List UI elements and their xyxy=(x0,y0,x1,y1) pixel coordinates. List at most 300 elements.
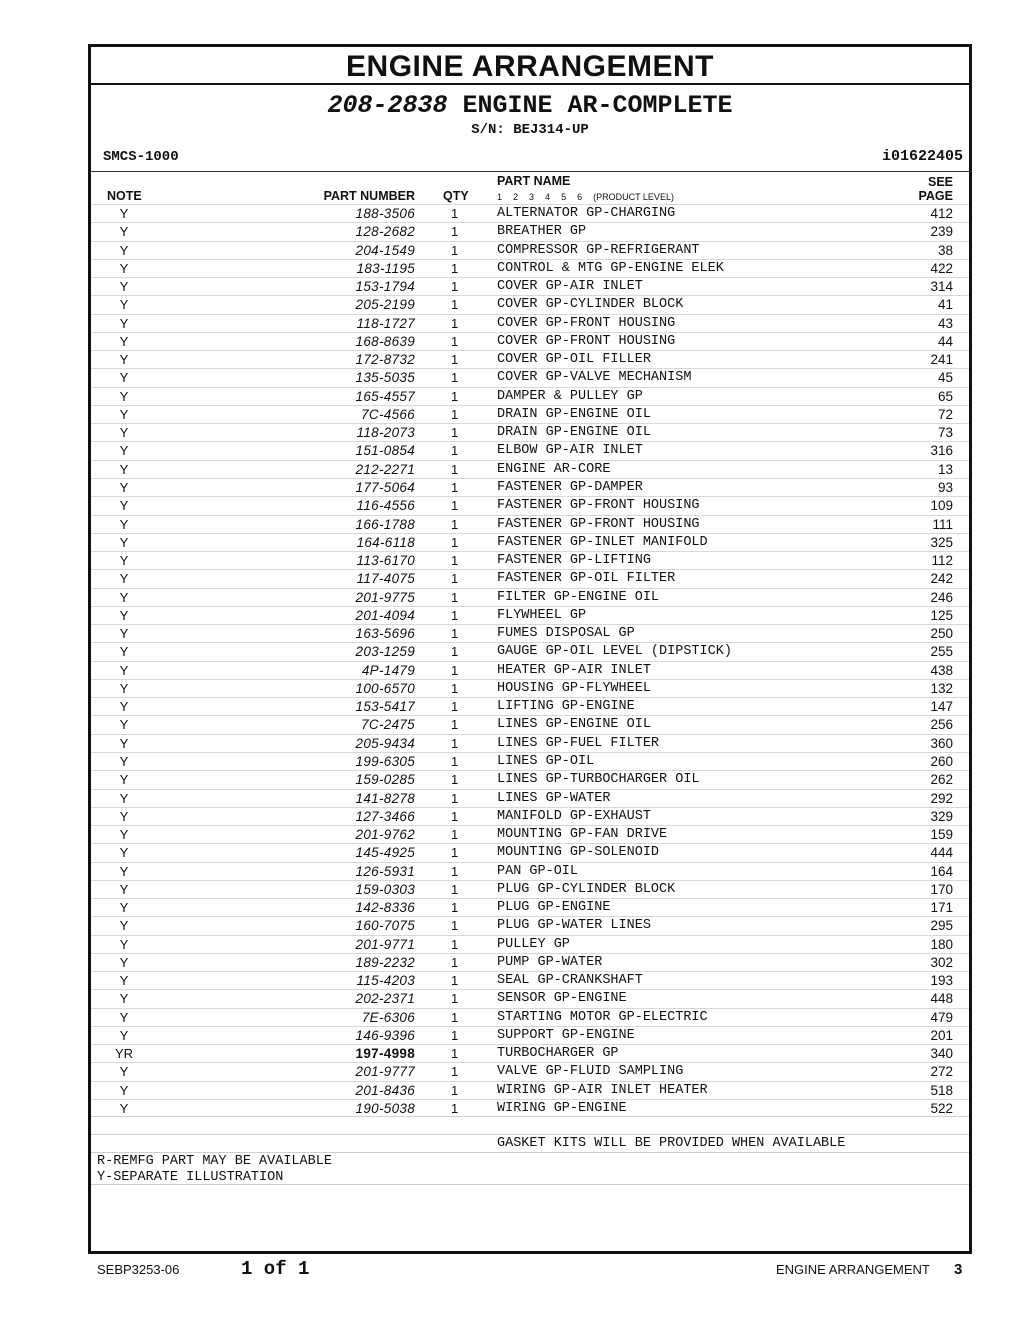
table-row xyxy=(91,661,969,679)
qty-cell: 1 xyxy=(451,973,459,989)
see-page-cell: 109 xyxy=(930,498,953,514)
note-cell: Y xyxy=(119,900,129,916)
table-row xyxy=(91,606,969,624)
see-page-cell: 316 xyxy=(930,443,953,459)
see-page-cell: 239 xyxy=(930,224,953,240)
note-cell: Y xyxy=(119,260,129,276)
divider xyxy=(91,1152,969,1153)
note-cell: Y xyxy=(119,370,129,386)
part-name-cell: LINES GP-TURBOCHARGER OIL xyxy=(497,772,700,788)
part-name-cell: CONTROL & MTG GP-ENGINE ELEK xyxy=(497,260,724,276)
see-page-cell: 44 xyxy=(937,333,953,349)
see-page-cell: 256 xyxy=(930,717,953,733)
see-page-cell: 479 xyxy=(930,1009,953,1025)
qty-cell: 1 xyxy=(451,954,459,970)
qty-cell: 1 xyxy=(451,881,459,897)
part-name-cell: COVER GP-OIL FILLER xyxy=(497,352,651,368)
part-name-cell: HOUSING GP-FLYWHEEL xyxy=(497,680,651,696)
qty-cell: 1 xyxy=(451,370,459,386)
illustration-id: i01622405 xyxy=(881,148,963,165)
see-page-cell: 65 xyxy=(937,388,953,404)
part-number-cell: 165-4557 xyxy=(355,388,415,404)
part-number-cell: 7E-6306 xyxy=(361,1009,415,1025)
see-page-cell: 448 xyxy=(930,991,953,1007)
qty-cell: 1 xyxy=(451,479,459,495)
part-number-cell: 201-9762 xyxy=(355,827,415,843)
qty-cell: 1 xyxy=(451,772,459,788)
see-page-cell: 171 xyxy=(930,900,953,916)
column-header-part-name: PART NAME xyxy=(497,174,571,188)
qty-cell: 1 xyxy=(451,918,459,934)
table-row xyxy=(91,204,969,222)
qty-cell: 1 xyxy=(451,498,459,514)
part-name-cell: LINES GP-WATER xyxy=(497,790,611,806)
part-number-cell: 159-0303 xyxy=(355,881,415,897)
part-number-cell: 168-8639 xyxy=(355,333,415,349)
table-row xyxy=(91,715,969,733)
part-number-cell: 117-4075 xyxy=(356,571,415,587)
group-name: ENGINE AR-COMPLETE xyxy=(462,91,733,120)
part-name-cell: COVER GP-VALVE MECHANISM xyxy=(497,370,692,386)
note-cell: Y xyxy=(119,644,129,660)
part-name-cell: FASTENER GP-FRONT HOUSING xyxy=(497,498,700,514)
page-count: 1 of 1 xyxy=(241,1258,310,1280)
see-page-cell: 159 xyxy=(930,827,953,843)
see-page-cell: 93 xyxy=(937,479,953,495)
part-number-cell: 115-4203 xyxy=(356,973,415,989)
qty-cell: 1 xyxy=(451,845,459,861)
see-page-cell: 147 xyxy=(930,699,953,715)
table-row xyxy=(91,843,969,861)
gasket-note: GASKET KITS WILL BE PROVIDED WHEN AVAILABLE xyxy=(497,1136,846,1151)
note-cell: Y xyxy=(119,589,129,605)
part-name-cell: COVER GP-CYLINDER BLOCK xyxy=(497,297,684,313)
qty-cell: 1 xyxy=(451,827,459,843)
part-name-cell: DAMPER & PULLEY GP xyxy=(497,388,643,404)
note-cell: Y xyxy=(119,881,129,897)
product-level-label: (PRODUCT LEVEL) xyxy=(593,192,674,202)
note-cell: Y xyxy=(119,279,129,295)
smcs-code: SMCS-1000 xyxy=(103,149,179,165)
qty-cell: 1 xyxy=(451,699,459,715)
note-cell: Y xyxy=(119,352,129,368)
column-header-qty: QTY xyxy=(443,189,469,203)
note-cell: Y xyxy=(119,699,129,715)
qty-cell: 1 xyxy=(451,333,459,349)
note-cell: Y xyxy=(119,1101,129,1117)
note-cell: Y xyxy=(119,1082,129,1098)
note-cell: Y xyxy=(119,534,129,550)
qty-cell: 1 xyxy=(451,589,459,605)
see-page-cell: 325 xyxy=(930,534,953,550)
part-number-cell: 159-0285 xyxy=(355,772,415,788)
table-row xyxy=(91,1026,969,1044)
table-row xyxy=(91,441,969,459)
note-cell: Y xyxy=(119,863,129,879)
note-cell: Y xyxy=(119,333,129,349)
part-name-cell: VALVE GP-FLUID SAMPLING xyxy=(497,1064,684,1080)
see-page-cell: 13 xyxy=(937,461,953,477)
note-cell: Y xyxy=(119,607,129,623)
see-page-cell: 45 xyxy=(937,370,953,386)
qty-cell: 1 xyxy=(451,242,459,258)
see-page-cell: 41 xyxy=(937,297,953,313)
table-row xyxy=(91,332,969,350)
note-cell: Y xyxy=(119,425,129,441)
note-cell: Y xyxy=(119,297,129,313)
note-cell: Y xyxy=(119,479,129,495)
see-page-cell: 329 xyxy=(930,808,953,824)
see-page-cell: 314 xyxy=(930,279,953,295)
part-name-cell: TURBOCHARGER GP xyxy=(497,1046,619,1062)
note-cell: Y xyxy=(119,772,129,788)
part-name-cell: MOUNTING GP-SOLENOID xyxy=(497,845,660,861)
part-name-cell: DRAIN GP-ENGINE OIL xyxy=(497,406,651,422)
part-number-cell: 202-2371 xyxy=(355,991,415,1007)
see-page-cell: 260 xyxy=(930,753,953,769)
part-number-cell: 126-5931 xyxy=(355,863,415,879)
part-number-cell: 204-1549 xyxy=(355,242,415,258)
qty-cell: 1 xyxy=(451,1101,459,1117)
qty-cell: 1 xyxy=(451,388,459,404)
note-cell: Y xyxy=(119,498,129,514)
qty-cell: 1 xyxy=(451,516,459,532)
see-page-cell: 444 xyxy=(930,845,953,861)
note-cell: Y xyxy=(119,973,129,989)
qty-cell: 1 xyxy=(451,863,459,879)
note-cell: Y xyxy=(119,717,129,733)
qty-cell: 1 xyxy=(451,644,459,660)
qty-cell: 1 xyxy=(451,991,459,1007)
table-row xyxy=(91,971,969,989)
part-name-cell: COMPRESSOR GP-REFRIGERANT xyxy=(497,242,700,258)
column-header-page: PAGE xyxy=(918,189,953,203)
qty-cell: 1 xyxy=(451,790,459,806)
part-number-cell: 113-6170 xyxy=(356,553,415,569)
see-page-cell: 422 xyxy=(930,260,953,276)
table-row xyxy=(91,862,969,880)
qty-cell: 1 xyxy=(451,425,459,441)
level-6: 6 xyxy=(577,192,583,202)
part-name-cell: ALTERNATOR GP-CHARGING xyxy=(497,206,676,221)
part-name-cell: WIRING GP-AIR INLET HEATER xyxy=(497,1082,708,1098)
table-row xyxy=(91,496,969,514)
part-number-cell: 205-2199 xyxy=(355,297,415,313)
product-levels xyxy=(497,192,685,202)
note-cell: Y xyxy=(119,991,129,1007)
table-row xyxy=(91,423,969,441)
table-row xyxy=(91,569,969,587)
serial-range: S/N: BEJ314-UP xyxy=(471,122,589,138)
part-number-cell: 203-1259 xyxy=(355,644,415,660)
part-number-cell: 172-8732 xyxy=(355,352,415,368)
qty-cell: 1 xyxy=(451,1027,459,1043)
see-page-cell: 125 xyxy=(930,607,953,623)
table-row xyxy=(91,624,969,642)
table-row xyxy=(91,789,969,807)
group-number: 208-2838 xyxy=(327,91,448,120)
see-page-cell: 340 xyxy=(930,1046,953,1062)
part-number-cell: 205-9434 xyxy=(355,735,415,751)
part-name-cell: FASTENER GP-LIFTING xyxy=(497,553,651,569)
note-cell: Y xyxy=(119,571,129,587)
part-name-cell: LIFTING GP-ENGINE xyxy=(497,699,635,715)
note-cell: Y xyxy=(119,827,129,843)
part-number-cell: 7C-4566 xyxy=(361,406,415,422)
see-page-cell: 241 xyxy=(930,352,953,368)
qty-cell: 1 xyxy=(451,206,459,221)
table-row xyxy=(91,989,969,1007)
qty-cell: 1 xyxy=(451,936,459,952)
note-cell: Y xyxy=(119,516,129,532)
see-page-cell: 360 xyxy=(930,735,953,751)
part-number-cell: 127-3466 xyxy=(355,808,415,824)
part-name-cell: LINES GP-FUEL FILTER xyxy=(497,735,660,751)
see-page-cell: 73 xyxy=(937,425,953,441)
part-number-cell: 163-5696 xyxy=(355,626,415,642)
part-name-cell: ENGINE AR-CORE xyxy=(497,461,611,477)
table-row xyxy=(91,679,969,697)
see-page-cell: 170 xyxy=(930,881,953,897)
note-cell: Y xyxy=(119,388,129,404)
see-page-cell: 242 xyxy=(930,571,953,587)
part-name-cell: PLUG GP-CYLINDER BLOCK xyxy=(497,881,676,897)
part-number-cell: 177-5064 xyxy=(355,479,415,495)
note-cell: Y xyxy=(119,1009,129,1025)
note-cell: Y xyxy=(119,224,129,240)
see-page-cell: 72 xyxy=(937,406,953,422)
note-cell: Y xyxy=(119,936,129,952)
note-cell: Y xyxy=(119,662,129,678)
qty-cell: 1 xyxy=(451,279,459,295)
qty-cell: 1 xyxy=(451,553,459,569)
see-page-cell: 262 xyxy=(930,772,953,788)
qty-cell: 1 xyxy=(451,260,459,276)
table-row xyxy=(91,515,969,533)
table-row xyxy=(91,1062,969,1080)
table-row xyxy=(91,734,969,752)
divider xyxy=(91,1184,969,1185)
part-number-cell: 118-1727 xyxy=(356,315,415,331)
table-row xyxy=(91,551,969,569)
level-2: 2 xyxy=(513,192,519,202)
see-page-cell: 180 xyxy=(930,936,953,952)
part-name-cell: PULLEY GP xyxy=(497,936,570,952)
qty-cell: 1 xyxy=(451,626,459,642)
qty-cell: 1 xyxy=(451,1082,459,1098)
qty-cell: 1 xyxy=(451,1009,459,1025)
part-number-cell: 190-5038 xyxy=(355,1101,415,1117)
note-cell: Y xyxy=(119,242,129,258)
see-page-cell: 193 xyxy=(930,973,953,989)
part-number-cell: 100-6570 xyxy=(355,680,415,696)
part-name-cell: FILTER GP-ENGINE OIL xyxy=(497,589,660,605)
level-5: 5 xyxy=(561,192,567,202)
table-row xyxy=(91,478,969,496)
part-name-cell: PLUG GP-ENGINE xyxy=(497,900,611,916)
column-header-part-number: PART NUMBER xyxy=(323,189,415,203)
qty-cell: 1 xyxy=(451,607,459,623)
part-name-cell: PUMP GP-WATER xyxy=(497,954,603,970)
qty-cell: 1 xyxy=(451,461,459,477)
table-row xyxy=(91,898,969,916)
note-cell: Y xyxy=(119,845,129,861)
see-page-cell: 38 xyxy=(937,242,953,258)
see-page-cell: 112 xyxy=(931,553,953,569)
note-cell: Y xyxy=(119,443,129,459)
parts-table xyxy=(91,204,969,1117)
legend xyxy=(97,1154,332,1186)
table-row xyxy=(91,314,969,332)
part-name-cell: FASTENER GP-OIL FILTER xyxy=(497,571,676,587)
note-cell: Y xyxy=(119,206,129,221)
column-header-see: SEE xyxy=(927,175,953,189)
table-row xyxy=(91,368,969,386)
part-name-cell: FASTENER GP-INLET MANIFOLD xyxy=(497,534,708,550)
part-number-cell: 188-3506 xyxy=(355,206,415,221)
table-row xyxy=(91,752,969,770)
part-number-cell: 197-4998 xyxy=(355,1046,415,1062)
page-number: 3 xyxy=(954,1261,963,1278)
part-name-cell: MANIFOLD GP-EXHAUST xyxy=(497,808,651,824)
divider xyxy=(91,1134,969,1135)
part-name-cell: SENSOR GP-ENGINE xyxy=(497,991,627,1007)
see-page-cell: 164 xyxy=(930,863,953,879)
part-name-cell: FASTENER GP-FRONT HOUSING xyxy=(497,516,700,532)
qty-cell: 1 xyxy=(451,406,459,422)
legend-remfg: R-REMFG PART MAY BE AVAILABLE xyxy=(97,1154,332,1169)
note-cell: Y xyxy=(119,553,129,569)
part-name-cell: STARTING MOTOR GP-ELECTRIC xyxy=(497,1009,708,1025)
table-row xyxy=(91,953,969,971)
see-page-cell: 201 xyxy=(930,1027,953,1043)
part-number-cell: 160-7075 xyxy=(355,918,415,934)
level-1: 1 xyxy=(497,192,503,202)
note-cell: Y xyxy=(119,680,129,696)
part-number-cell: 141-8278 xyxy=(355,790,415,806)
qty-cell: 1 xyxy=(451,717,459,733)
part-name-cell: SUPPORT GP-ENGINE xyxy=(497,1027,635,1043)
table-row xyxy=(91,259,969,277)
note-cell: Y xyxy=(119,1064,129,1080)
part-number-cell: 201-9777 xyxy=(355,1064,415,1080)
note-cell: Y xyxy=(119,808,129,824)
table-row xyxy=(91,405,969,423)
see-page-cell: 438 xyxy=(930,662,953,678)
qty-cell: 1 xyxy=(451,680,459,696)
part-number-cell: 166-1788 xyxy=(355,516,415,532)
table-row xyxy=(91,222,969,240)
part-name-cell: LINES GP-ENGINE OIL xyxy=(497,717,651,733)
part-number-cell: 151-0854 xyxy=(355,443,415,459)
part-number-cell: 7C-2475 xyxy=(361,717,415,733)
see-page-cell: 255 xyxy=(930,644,953,660)
table-row xyxy=(91,1099,969,1117)
part-name-cell: ELBOW GP-AIR INLET xyxy=(497,443,643,459)
part-number-cell: 201-9775 xyxy=(355,589,415,605)
note-cell: Y xyxy=(119,790,129,806)
table-row xyxy=(91,1008,969,1026)
part-number-cell: 145-4925 xyxy=(355,845,415,861)
part-name-cell: FASTENER GP-DAMPER xyxy=(497,479,643,495)
footer-section-title: ENGINE ARRANGEMENT xyxy=(776,1262,930,1277)
qty-cell: 1 xyxy=(451,808,459,824)
see-page-cell: 43 xyxy=(937,315,953,331)
column-header-note: NOTE xyxy=(107,189,142,203)
qty-cell: 1 xyxy=(451,735,459,751)
part-number-cell: 201-8436 xyxy=(355,1082,415,1098)
note-cell: Y xyxy=(119,406,129,422)
level-4: 4 xyxy=(545,192,551,202)
table-row xyxy=(91,825,969,843)
see-page-cell: 292 xyxy=(930,790,953,806)
part-number-cell: 183-1195 xyxy=(356,260,415,276)
part-number-cell: 189-2232 xyxy=(355,954,415,970)
table-row xyxy=(91,1044,969,1062)
note-cell: Y xyxy=(119,918,129,934)
note-cell: Y xyxy=(119,753,129,769)
table-row xyxy=(91,588,969,606)
part-name-cell: BREATHER GP xyxy=(497,224,587,240)
qty-cell: 1 xyxy=(451,571,459,587)
qty-cell: 1 xyxy=(451,224,459,240)
see-page-cell: 132 xyxy=(930,680,953,696)
part-name-cell: FUMES DISPOSAL GP xyxy=(497,626,635,642)
group-heading xyxy=(91,91,969,121)
see-page-cell: 518 xyxy=(930,1082,953,1098)
part-number-cell: 164-6118 xyxy=(356,534,415,550)
part-name-cell: PAN GP-OIL xyxy=(497,863,579,879)
qty-cell: 1 xyxy=(451,352,459,368)
part-name-cell: GAUGE GP-OIL LEVEL (DIPSTICK) xyxy=(497,644,732,660)
qty-cell: 1 xyxy=(451,315,459,331)
part-number-cell: 153-1794 xyxy=(355,279,415,295)
qty-cell: 1 xyxy=(451,753,459,769)
see-page-cell: 272 xyxy=(930,1064,953,1080)
qty-cell: 1 xyxy=(451,443,459,459)
see-page-cell: 302 xyxy=(930,954,953,970)
part-number-cell: 201-4094 xyxy=(355,607,415,623)
note-cell: Y xyxy=(119,315,129,331)
see-page-cell: 111 xyxy=(932,516,953,532)
see-page-cell: 246 xyxy=(930,589,953,605)
note-cell: Y xyxy=(119,626,129,642)
table-row xyxy=(91,1081,969,1099)
divider xyxy=(91,1116,969,1117)
table-row xyxy=(91,807,969,825)
part-number-cell: 212-2271 xyxy=(355,461,415,477)
see-page-cell: 412 xyxy=(930,206,953,221)
part-number-cell: 135-5035 xyxy=(355,370,415,386)
part-number-cell: 118-2073 xyxy=(356,425,415,441)
table-row xyxy=(91,533,969,551)
note-cell: Y xyxy=(119,735,129,751)
note-cell: YR xyxy=(114,1046,134,1062)
part-number-cell: 201-9771 xyxy=(355,936,415,952)
part-number-cell: 128-2682 xyxy=(355,224,415,240)
page-title: ENGINE ARRANGEMENT xyxy=(91,47,969,85)
see-page-cell: 522 xyxy=(930,1101,953,1117)
legend-separate: Y-SEPARATE ILLUSTRATION xyxy=(97,1170,284,1185)
level-3: 3 xyxy=(529,192,535,202)
part-name-cell: MOUNTING GP-FAN DRIVE xyxy=(497,827,668,843)
table-row xyxy=(91,387,969,405)
table-row xyxy=(91,295,969,313)
part-name-cell: SEAL GP-CRANKSHAFT xyxy=(497,973,643,989)
table-row xyxy=(91,935,969,953)
part-name-cell: FLYWHEEL GP xyxy=(497,607,587,623)
qty-cell: 1 xyxy=(451,1046,459,1062)
